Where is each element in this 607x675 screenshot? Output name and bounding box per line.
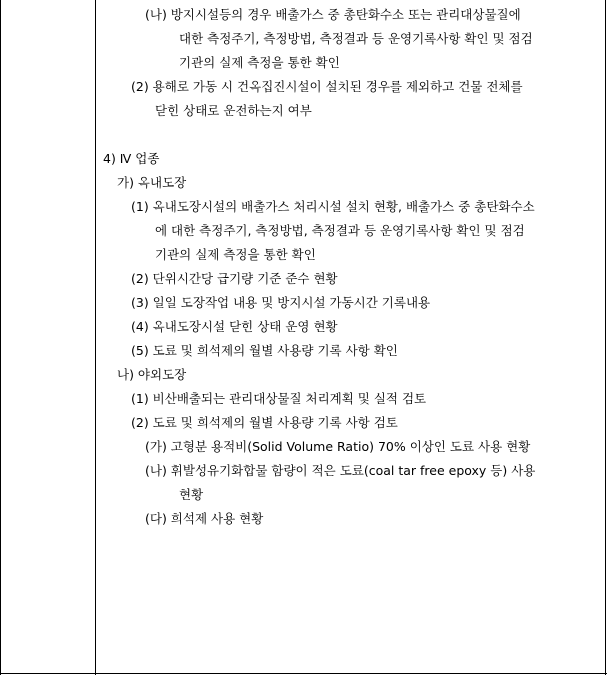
outdoor-item2: (2) 도료 및 희석제의 월별 사용량 기록 사항 검토: [131, 415, 398, 430]
section-heading: 4) Ⅳ 업종: [103, 151, 160, 166]
indoor-item2: (2) 단위시간당 급기량 기준 준수 현황: [131, 271, 338, 286]
outdoor-sub-na-line-2: 현황: [179, 487, 204, 502]
indoor-item1-line-1: (1) 옥내도장시설의 배출가스 처리시설 설치 현황, 배출가스 중 총탄화수소: [131, 199, 535, 214]
outdoor-sub-da: (다) 희석제 사용 현황: [145, 511, 264, 526]
indoor-item3: (3) 일일 도장작업 내용 및 방지시설 가동시간 기록내용: [131, 295, 431, 310]
na-line-3: 기관의 실제 측정을 통한 확인: [179, 55, 340, 70]
outdoor-item1: (1) 비산배출되는 관리대상물질 처리계획 및 실적 검토: [131, 391, 427, 406]
table-border-right: [605, 0, 606, 675]
outdoor-sub-ga: (가) 고형분 용적비(Solid Volume Ratio) 70% 이상인 도료 사용 현황: [145, 439, 531, 454]
indoor-item1-line-2: 에 대한 측정주기, 측정방법, 측정결과 등 운영기록사항 확인 및 점검: [155, 223, 525, 238]
table-border-left: [0, 0, 1, 675]
table-border-bottom: [0, 673, 607, 674]
outdoor-sub-na-line-1: (나) 휘발성유기화합물 함량이 적은 도료(coal tar free epoxy 등) 사용: [145, 463, 536, 478]
item2-line-2: 닫힌 상태로 운전하는지 여부: [155, 103, 312, 118]
na-line-1: (나) 방지시설등의 경우 배출가스 중 총탄화수소 또는 관리대상물질에: [145, 7, 521, 22]
indoor-heading: 가) 옥내도장: [117, 175, 187, 190]
table-column-divider: [95, 0, 96, 675]
item2-line-1: (2) 용해로 가동 시 건옥집진시설이 설치된 경우를 제외하고 건물 전체를: [131, 79, 523, 94]
indoor-item1-line-3: 기관의 실제 측정을 통한 확인: [155, 247, 316, 262]
na-line-2: 대한 측정주기, 측정방법, 측정결과 등 운영기록사항 확인 및 점검: [179, 31, 533, 46]
indoor-item4: (4) 옥내도장시설 닫힌 상태 운영 현황: [131, 319, 338, 334]
outdoor-heading: 나) 야외도장: [117, 367, 187, 382]
indoor-item5: (5) 도료 및 희석제의 월별 사용량 기록 사항 확인: [131, 343, 398, 358]
